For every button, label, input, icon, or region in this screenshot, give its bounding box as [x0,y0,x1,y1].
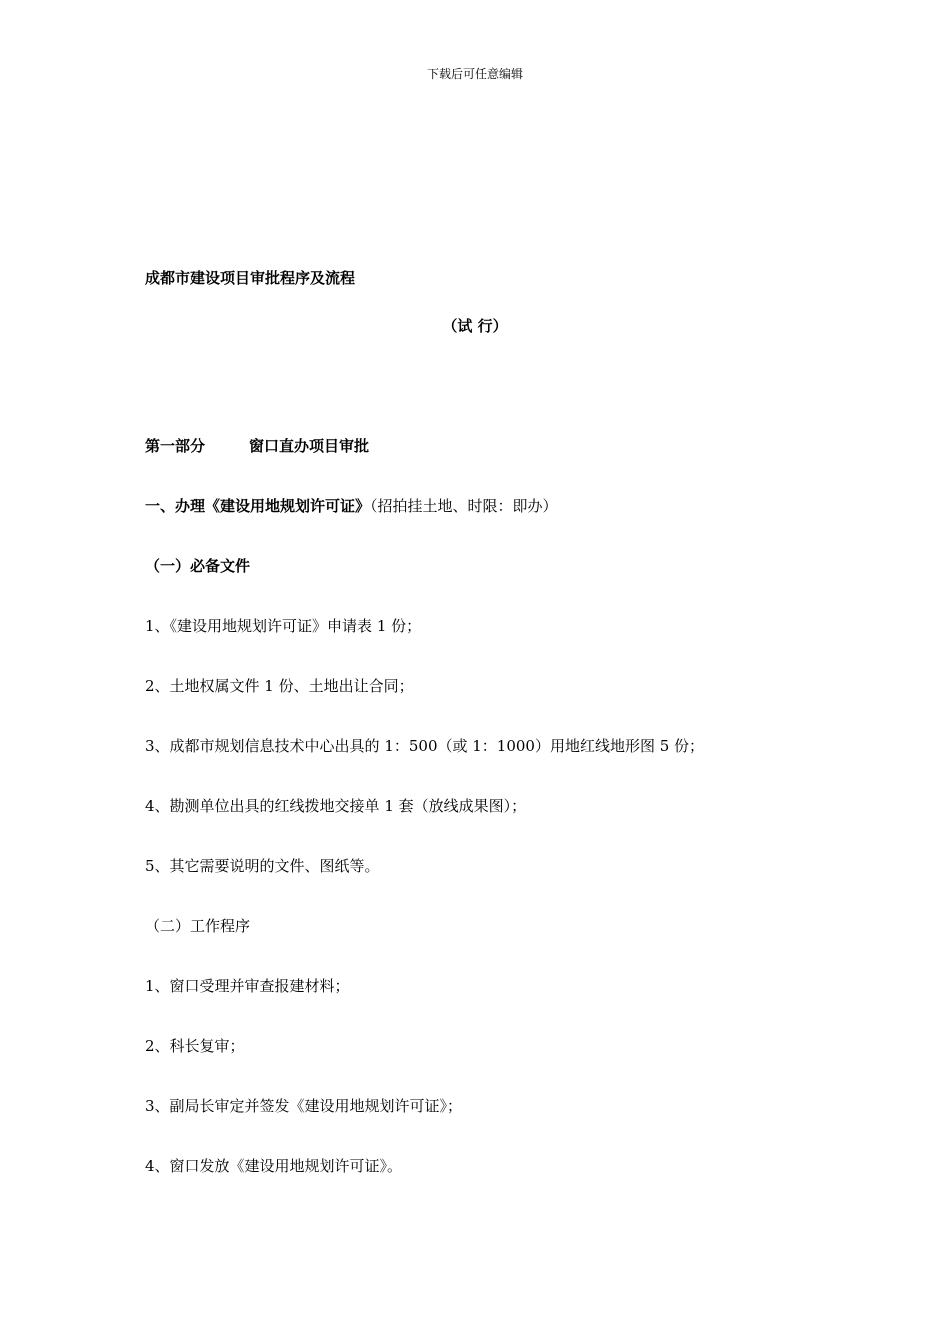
page-header-note: 下载后可任意编辑 [426,67,523,81]
required-docs-heading: （一）必备文件 [145,557,251,575]
procedure-step: 3、副局长审定并签发《建设用地规划许可证》； [145,1097,463,1115]
required-doc-item: 1、《建设用地规划许可证》申请表 1 份； [145,617,422,635]
procedure-step: 2、科长复审； [145,1037,245,1055]
required-doc-item: 4、勘测单位出具的红线拨地交接单 1 套（放线成果图）； [145,797,527,815]
procedure-step: 4、窗口发放《建设用地规划许可证》。 [145,1157,403,1175]
part-label: 第一部分 [145,437,206,455]
required-doc-item: 3、成都市规划信息技术中心出具的 1：500（或 1：1000）用地红线地形图 5 份； [145,737,705,755]
section-heading [145,496,558,516]
procedure-heading: （二）工作程序 [145,917,251,935]
document-subtitle: （试 行） [442,317,508,335]
part-heading [145,436,369,456]
document-title: 成都市建设项目审批程序及流程 [145,269,356,287]
required-doc-item: 2、土地权属文件 1 份、土地出让合同； [145,677,414,695]
procedure-step: 1、窗口受理并审查报建材料； [145,977,350,995]
part-name: 窗口直办项目审批 [249,437,370,455]
section-note: （招拍挂土地、时限：即办） [370,497,558,515]
required-doc-item: 5、其它需要说明的文件、图纸等。 [145,857,380,875]
section-title: 一、办理《建设用地规划许可证》 [145,497,371,515]
